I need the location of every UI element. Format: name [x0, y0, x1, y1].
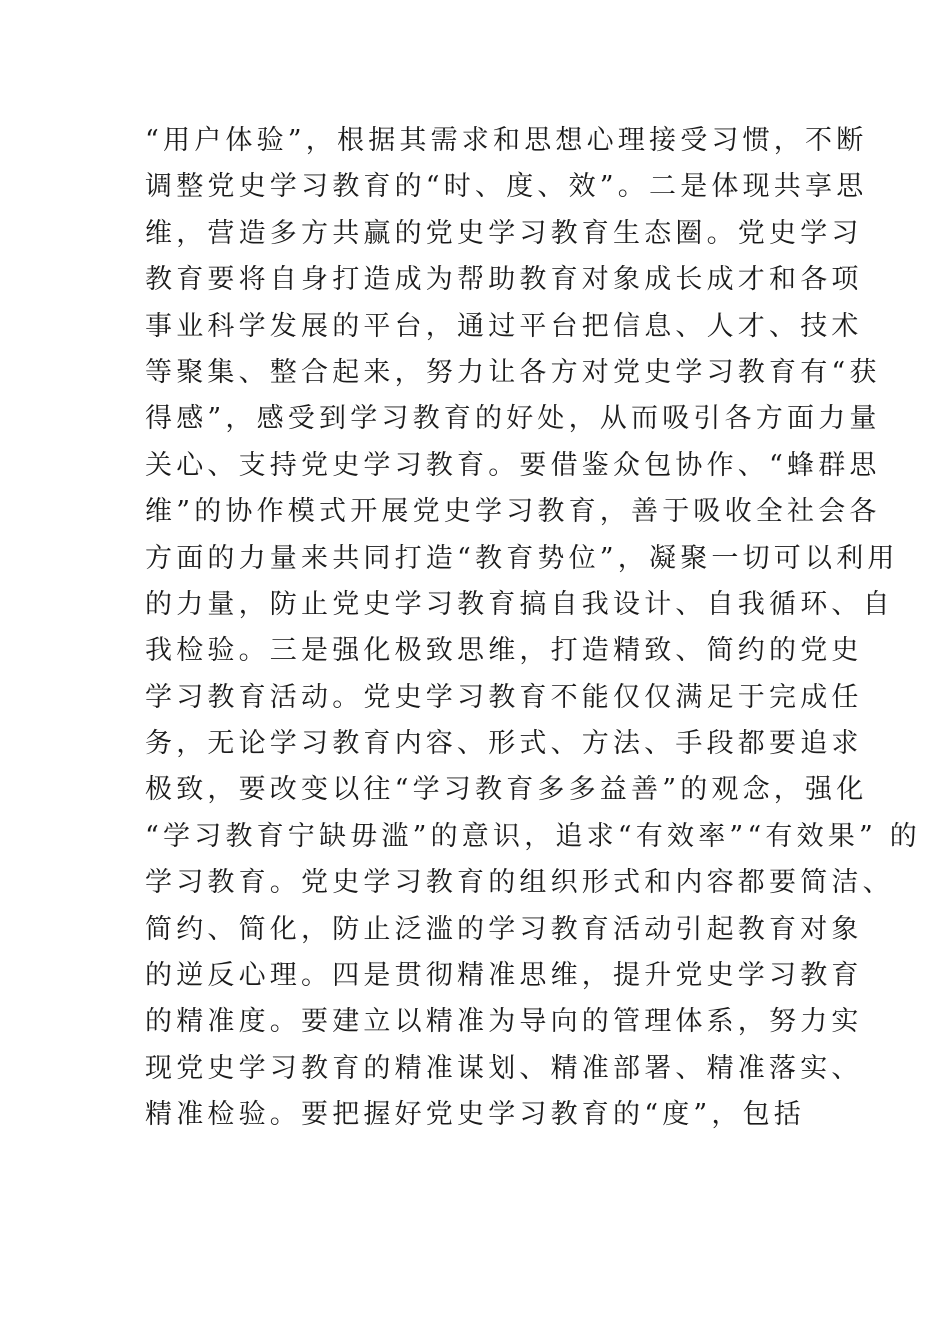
text-line-14: 务，无论学习教育内容、形式、方法、手段都要追求: [145, 728, 863, 760]
text-line-4: 教育要将自身打造成为帮助教育对象成长成才和各项: [145, 264, 863, 296]
text-line-9: 维”的协作模式开展党史学习教育，善于吸收全社会各: [145, 496, 881, 528]
text-line-20: 的精准度。要建立以精准为导向的管理体系，努力实: [145, 1006, 863, 1038]
text-line-11: 的力量，防止党史学习教育搞自我设计、自我循环、自: [145, 588, 894, 620]
text-line-8: 关心、支持党史学习教育。要借鉴众包协作、“蜂群思: [145, 449, 881, 481]
text-line-19: 的逆反心理。四是贯彻精准思维，提升党史学习教育: [145, 960, 863, 992]
text-line-12: 我检验。三是强化极致思维，打造精致、简约的党史: [145, 635, 863, 667]
text-line-1: “用户体验”，根据其需求和思想心理接受习惯，不断: [145, 125, 868, 156]
text-line-15: 极致，要改变以往“学习教育多多益善”的观念，强化: [145, 774, 868, 806]
text-line-5: 事业科学发展的平台，通过平台把信息、人才、技术: [145, 310, 863, 342]
text-line-13: 学习教育活动。党史学习教育不能仅仅满足于完成任: [145, 681, 863, 713]
text-line-17: 学习教育。党史学习教育的组织形式和内容都要简洁、: [145, 867, 894, 899]
text-line-6: 等聚集、整合起来，努力让各方对党史学习教育有“获: [145, 356, 881, 388]
text-line-22: 精准检验。要把握好党史学习教育的“度”，包括: [145, 1099, 806, 1131]
text-line-21: 现党史学习教育的精准谋划、精准部署、精准落实、: [145, 1052, 863, 1084]
text-line-18: 简约、简化，防止泛滥的学习教育活动引起教育对象: [145, 913, 863, 945]
text-line-7: 得感”，感受到学习教育的好处，从而吸引各方面力量: [145, 403, 881, 435]
text-line-2: 调整党史学习教育的“时、度、效”。二是体现共享思: [145, 171, 868, 203]
text-line-16: “学习教育宁缺毋滥”的意识，追求“有效率”“有效果” 的: [145, 820, 922, 852]
body-paragraph: [145, 118, 922, 1139]
text-line-3: 维，营造多方共赢的党史学习教育生态圈。党史学习: [145, 217, 863, 249]
text-line-10: 方面的力量来共同打造“教育势位”，凝聚一切可以利用: [145, 542, 899, 574]
